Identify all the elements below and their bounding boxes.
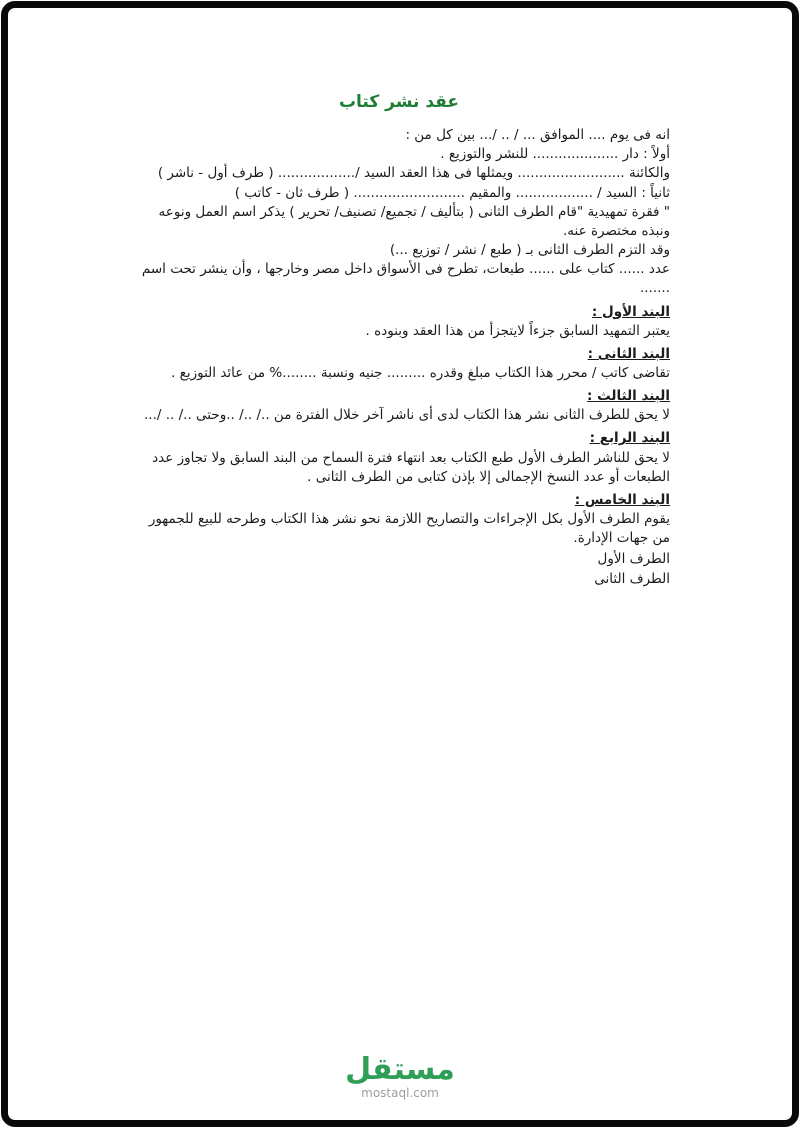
clause-section-4 (128, 429, 670, 486)
mostaql-logo: مستقل (345, 1052, 455, 1087)
signature-party-second: الطرف الثانى (594, 570, 670, 587)
clause-heading: البند الثانى : (587, 345, 670, 362)
clause-heading: البند الرابع : (589, 430, 670, 447)
signature-block (128, 550, 670, 588)
clause-heading: البند الخامس : (574, 491, 670, 508)
clause-body: تقاضى كاتب / محرر هذا الكتاب مبلغ وقدره ......... جنيه ونسبة ........% من عائد التوزيع . (171, 365, 670, 381)
clause-section-5 (128, 491, 670, 548)
contract-document (128, 90, 670, 589)
clause-body: يقوم الطرف الأول بكل الإجراءات والتصاريح اللازمة نحو نشر هذا الكتاب وطرحه للبيع للجمهور من جهات الإدارة. (148, 511, 670, 547)
intro-paragraph: عدد ...... كتاب على ...... طبعات، تطرح فى الأسواق داخل مصر وخارجها ، وأن ينشر تحت اسم ....... (141, 261, 670, 297)
clause-section-1 (128, 303, 670, 341)
intro-paragraph: وقد التزم الطرف الثانى بـ ( طبع / نشر / توزيع ...) (389, 242, 670, 259)
clause-section-3 (128, 387, 670, 425)
intro-paragraph: ثانياً : السيد / .................. والمقيم .......................... ( طرف ثان - كاتب ) (234, 184, 670, 201)
intro-paragraph: أولاً : دار .................... للنشر والتوزيع . (440, 146, 670, 163)
mostaql-url: mostaql.com (361, 1086, 439, 1100)
clause-body: لا يحق للطرف الثانى نشر هذا الكتاب لدى أى ناشر آخر خلال الفترة من ../ ../ ..وحتى ../ .. /... (144, 407, 670, 424)
document-title: عقد نشر كتاب (338, 92, 460, 112)
intro-paragraph: " فقرة تمهيدية "قام الطرف الثانى ( بتأليف / تجميع/ تصنيف/ تحرير ) يذكر اسم العمل ونوعه ونبذه مختصرة عنه. (158, 203, 670, 239)
intro-paragraph: والكائنة ......................... ويمثلها فى هذا العقد السيد /.................. ( طرف أول - ناشر ) (157, 165, 670, 182)
signature-party-first: الطرف الأول (597, 551, 670, 568)
clause-heading: البند الثالث : (587, 388, 670, 405)
watermark (0, 1053, 800, 1100)
clause-section-2 (128, 345, 670, 383)
clause-heading: البند الأول : (591, 303, 670, 320)
clause-body: لا يحق للناشر الطرف الأول طبع الكتاب بعد انتهاء فترة السماح من البند السابق ولا تجاوز عدد الطبعات أو عدد النسخ الإجمالى إلا بإذن كتابى من الطرف الثانى . (152, 449, 670, 485)
clause-body: يعتبر التمهيد السابق جزءاً لايتجزأ من هذا العقد وبنوده . (365, 322, 670, 339)
intro-paragraph: انه فى يوم .... الموافق ... / .. /... بين كل من : (405, 127, 670, 144)
